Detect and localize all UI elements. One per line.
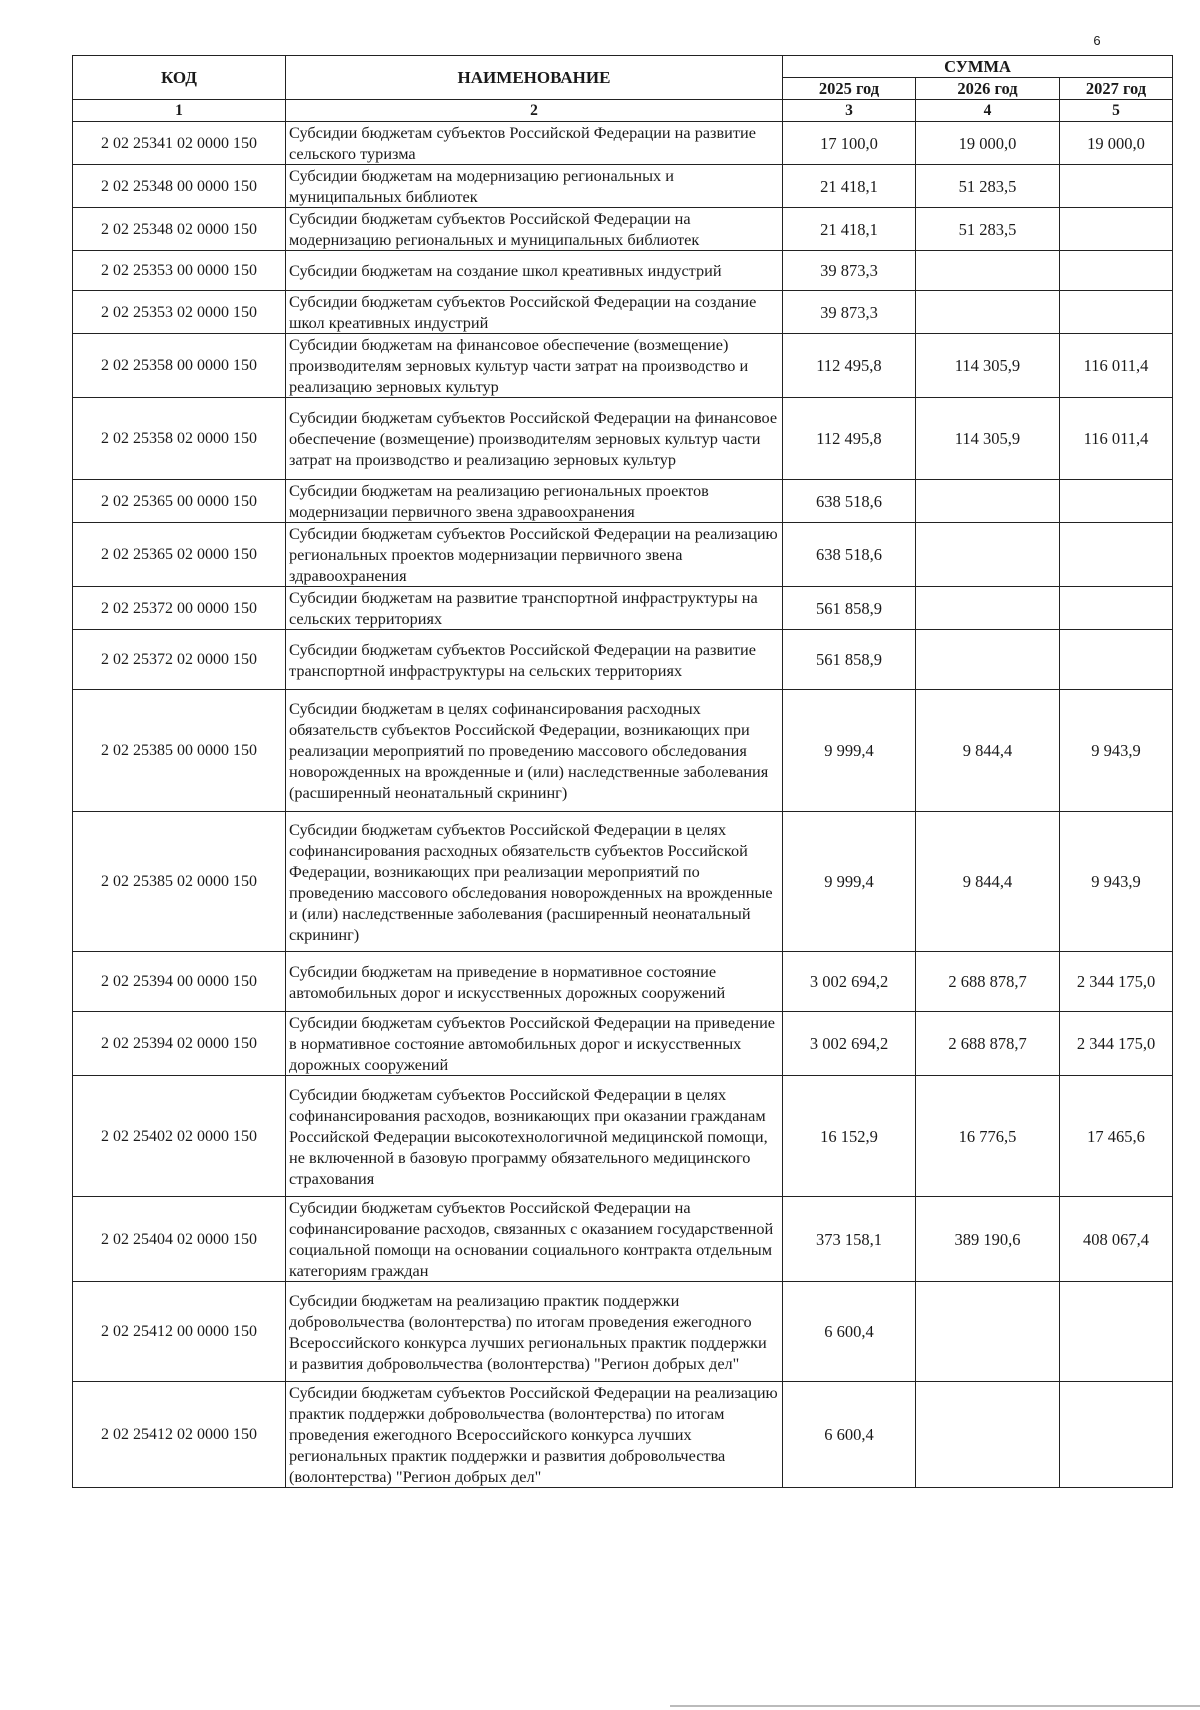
row-code-cell: 2 02 25372 02 0000 150 — [73, 630, 286, 690]
row-amount-2025: 39 873,3 — [783, 251, 916, 291]
row-amount-2025: 3 002 694,2 — [783, 1012, 916, 1076]
header-code: КОД — [73, 56, 286, 100]
header-name: НАИМЕНОВАНИЕ — [286, 56, 783, 100]
row-amount-2025: 17 100,0 — [783, 122, 916, 165]
row-amount-2025: 112 495,8 — [783, 398, 916, 480]
table-row — [73, 122, 1173, 165]
table-row — [73, 398, 1173, 480]
row-amount-2025: 16 152,9 — [783, 1076, 916, 1197]
row-amount-2026 — [916, 630, 1060, 690]
row-amount-2025: 373 158,1 — [783, 1197, 916, 1282]
row-amount-2026: 51 283,5 — [916, 208, 1060, 251]
row-code-cell: 2 02 25385 02 0000 150 — [73, 812, 286, 952]
row-code-cell: 2 02 25358 02 0000 150 — [73, 398, 286, 480]
row-amount-2026: 9 844,4 — [916, 690, 1060, 812]
row-amount-2027: 9 943,9 — [1060, 812, 1173, 952]
table-row — [73, 523, 1173, 587]
row-name-cell: Субсидии бюджетам на приведение в нормативное состояние автомобильных дорог и искусственных дорожных сооружений — [286, 952, 783, 1012]
row-amount-2025: 21 418,1 — [783, 165, 916, 208]
table-row — [73, 630, 1173, 690]
row-code-cell: 2 02 25365 00 0000 150 — [73, 480, 286, 523]
row-amount-2026 — [916, 587, 1060, 630]
row-name-cell: Субсидии бюджетам субъектов Российской Федерации на софинансирование расходов, связанных с оказанием государственной социальной помощи на основании социального контракта отдельным категориям граждан — [286, 1197, 783, 1282]
row-name-cell: Субсидии бюджетам субъектов Российской Федерации в целях софинансирования расходных обязательств субъектов Российской Федерации, возникающих при реализации мероприятий по проведению массового обследования новорожденных на врожденные и (или) наследственные заболевания (расширенный неонатальный скрининг) — [286, 812, 783, 952]
row-amount-2025: 9 999,4 — [783, 812, 916, 952]
row-name-cell: Субсидии бюджетам субъектов Российской Федерации на приведение в нормативное состояние автомобильных дорог и искусственных дорожных сооружений — [286, 1012, 783, 1076]
table-row — [73, 952, 1173, 1012]
row-amount-2027: 116 011,4 — [1060, 334, 1173, 398]
row-amount-2025: 112 495,8 — [783, 334, 916, 398]
row-code-cell: 2 02 25348 00 0000 150 — [73, 165, 286, 208]
column-number-row — [73, 100, 1173, 122]
row-amount-2027: 2 344 175,0 — [1060, 1012, 1173, 1076]
row-code-cell: 2 02 25358 00 0000 150 — [73, 334, 286, 398]
row-amount-2027: 408 067,4 — [1060, 1197, 1173, 1282]
row-code-cell: 2 02 25412 02 0000 150 — [73, 1382, 286, 1488]
header-year-2027: 2027 год — [1060, 78, 1173, 100]
row-code-cell: 2 02 25394 00 0000 150 — [73, 952, 286, 1012]
row-code-cell: 2 02 25372 00 0000 150 — [73, 587, 286, 630]
row-amount-2025: 6 600,4 — [783, 1282, 916, 1382]
row-amount-2026: 2 688 878,7 — [916, 1012, 1060, 1076]
row-name-cell: Субсидии бюджетам субъектов Российской Федерации на модернизацию региональных и муниципальных библиотек — [286, 208, 783, 251]
row-amount-2026 — [916, 1282, 1060, 1382]
row-amount-2027 — [1060, 523, 1173, 587]
budget-table — [72, 55, 1173, 1488]
table-row — [73, 690, 1173, 812]
row-name-cell: Субсидии бюджетам субъектов Российской Федерации в целях софинансирования расходов, возникающих при оказании гражданам Российской Федерации высокотехнологичной медицинской помощи, не включенной в базовую программу обязательного медицинского страхования — [286, 1076, 783, 1197]
table-row — [73, 1382, 1173, 1488]
row-code-cell: 2 02 25365 02 0000 150 — [73, 523, 286, 587]
column-number: 2 — [286, 100, 783, 122]
row-amount-2025: 638 518,6 — [783, 523, 916, 587]
row-name-cell: Субсидии бюджетам субъектов Российской Федерации на реализацию практик поддержки добровольчества (волонтерства) по итогам проведения ежегодного Всероссийского конкурса лучших региональных практик поддержки и развития добровольчества (волонтерства) "Регион добрых дел" — [286, 1382, 783, 1488]
row-amount-2027 — [1060, 630, 1173, 690]
page-number: 6 — [1093, 33, 1101, 48]
header-year-2026: 2026 год — [916, 78, 1060, 100]
row-amount-2026 — [916, 480, 1060, 523]
column-number: 4 — [916, 100, 1060, 122]
table-row — [73, 587, 1173, 630]
row-amount-2027: 116 011,4 — [1060, 398, 1173, 480]
row-name-cell: Субсидии бюджетам субъектов Российской Федерации на развитие транспортной инфраструктуры на сельских территориях — [286, 630, 783, 690]
row-amount-2027 — [1060, 165, 1173, 208]
table-row — [73, 1076, 1173, 1197]
row-name-cell: Субсидии бюджетам на реализацию практик поддержки добровольчества (волонтерства) по итогам проведения ежегодного Всероссийского конкурса лучших региональных практик поддержки и развития добровольчества (волонтерства) "Регион добрых дел" — [286, 1282, 783, 1382]
table-row — [73, 165, 1173, 208]
row-amount-2025: 561 858,9 — [783, 630, 916, 690]
row-amount-2027: 19 000,0 — [1060, 122, 1173, 165]
row-code-cell: 2 02 25353 00 0000 150 — [73, 251, 286, 291]
header-sum: СУММА — [783, 56, 1173, 78]
row-amount-2026: 114 305,9 — [916, 398, 1060, 480]
column-number: 5 — [1060, 100, 1173, 122]
table-body — [73, 122, 1173, 1488]
row-amount-2025: 6 600,4 — [783, 1382, 916, 1488]
row-amount-2026: 114 305,9 — [916, 334, 1060, 398]
table-row — [73, 251, 1173, 291]
row-amount-2026: 16 776,5 — [916, 1076, 1060, 1197]
row-amount-2026: 389 190,6 — [916, 1197, 1060, 1282]
table-row — [73, 1282, 1173, 1382]
table-row — [73, 480, 1173, 523]
row-amount-2025: 21 418,1 — [783, 208, 916, 251]
row-amount-2027 — [1060, 291, 1173, 334]
row-code-cell: 2 02 25341 02 0000 150 — [73, 122, 286, 165]
row-amount-2027 — [1060, 1382, 1173, 1488]
row-code-cell: 2 02 25412 00 0000 150 — [73, 1282, 286, 1382]
scan-edge-line — [670, 1705, 1200, 1707]
table-row — [73, 208, 1173, 251]
row-amount-2027 — [1060, 251, 1173, 291]
table-row — [73, 812, 1173, 952]
row-amount-2027 — [1060, 1282, 1173, 1382]
row-amount-2027 — [1060, 480, 1173, 523]
column-number: 1 — [73, 100, 286, 122]
row-amount-2026: 9 844,4 — [916, 812, 1060, 952]
row-name-cell: Субсидии бюджетам на создание школ креативных индустрий — [286, 251, 783, 291]
row-name-cell: Субсидии бюджетам на реализацию региональных проектов модернизации первичного звена здравоохранения — [286, 480, 783, 523]
row-amount-2026 — [916, 1382, 1060, 1488]
row-name-cell: Субсидии бюджетам в целях софинансирования расходных обязательств субъектов Российской Федерации, возникающих при реализации мероприятий по проведению массового обследования новорожденных на врожденные и (или) наследственные заболевания (расширенный неонатальный скрининг) — [286, 690, 783, 812]
row-amount-2027 — [1060, 208, 1173, 251]
row-amount-2027: 17 465,6 — [1060, 1076, 1173, 1197]
row-code-cell: 2 02 25402 02 0000 150 — [73, 1076, 286, 1197]
row-code-cell: 2 02 25353 02 0000 150 — [73, 291, 286, 334]
table-row — [73, 291, 1173, 334]
row-amount-2026: 19 000,0 — [916, 122, 1060, 165]
row-amount-2025: 9 999,4 — [783, 690, 916, 812]
table-row — [73, 334, 1173, 398]
row-amount-2026 — [916, 291, 1060, 334]
row-amount-2025: 39 873,3 — [783, 291, 916, 334]
row-name-cell: Субсидии бюджетам субъектов Российской Федерации на развитие сельского туризма — [286, 122, 783, 165]
row-amount-2025: 561 858,9 — [783, 587, 916, 630]
row-name-cell: Субсидии бюджетам субъектов Российской Федерации на реализацию региональных проектов модернизации первичного звена здравоохранения — [286, 523, 783, 587]
row-name-cell: Субсидии бюджетам субъектов Российской Федерации на создание школ креативных индустрий — [286, 291, 783, 334]
row-amount-2027 — [1060, 587, 1173, 630]
table-header — [73, 56, 1173, 122]
row-amount-2025: 3 002 694,2 — [783, 952, 916, 1012]
table-row — [73, 1012, 1173, 1076]
row-amount-2026 — [916, 251, 1060, 291]
row-name-cell: Субсидии бюджетам на развитие транспортной инфраструктуры на сельских территориях — [286, 587, 783, 630]
row-name-cell: Субсидии бюджетам на финансовое обеспечение (возмещение) производителям зерновых культур части затрат на производство и реализацию зерновых культур — [286, 334, 783, 398]
row-amount-2026 — [916, 523, 1060, 587]
row-code-cell: 2 02 25404 02 0000 150 — [73, 1197, 286, 1282]
row-code-cell: 2 02 25385 00 0000 150 — [73, 690, 286, 812]
row-name-cell: Субсидии бюджетам на модернизацию региональных и муниципальных библиотек — [286, 165, 783, 208]
column-number: 3 — [783, 100, 916, 122]
row-amount-2027: 2 344 175,0 — [1060, 952, 1173, 1012]
row-amount-2026: 51 283,5 — [916, 165, 1060, 208]
header-year-2025: 2025 год — [783, 78, 916, 100]
row-amount-2026: 2 688 878,7 — [916, 952, 1060, 1012]
row-amount-2025: 638 518,6 — [783, 480, 916, 523]
row-name-cell: Субсидии бюджетам субъектов Российской Федерации на финансовое обеспечение (возмещение) производителям зерновых культур части затрат на производство и реализацию зерновых культур — [286, 398, 783, 480]
row-amount-2027: 9 943,9 — [1060, 690, 1173, 812]
table-row — [73, 1197, 1173, 1282]
row-code-cell: 2 02 25348 02 0000 150 — [73, 208, 286, 251]
row-code-cell: 2 02 25394 02 0000 150 — [73, 1012, 286, 1076]
